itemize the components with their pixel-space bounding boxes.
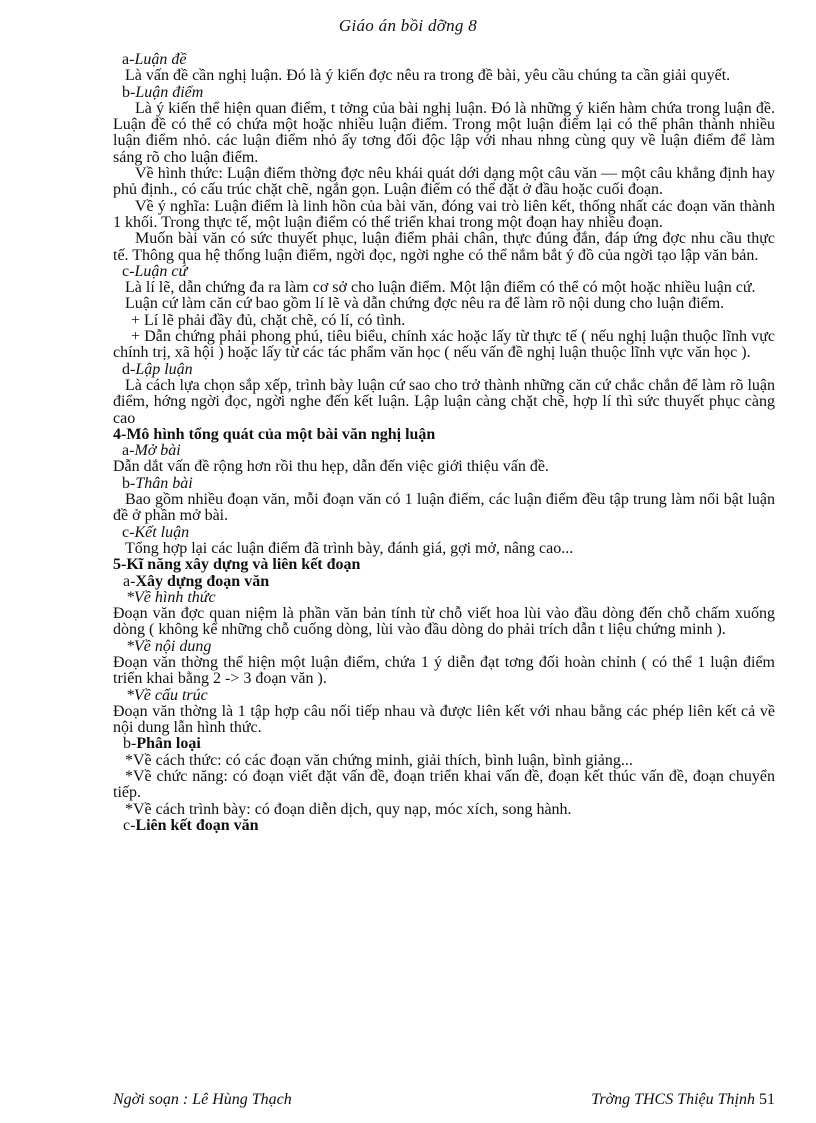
paragraph: Bao gồm nhiều đoạn văn, mỗi đoạn văn có 1 luận điểm, các luận điểm đều tập trung làm nổi bật luận đề ở phần mở bài. [113, 491, 775, 525]
paragraph: Dẫn dắt vấn đề rộng hơn rồi thu hẹp, dẫn đến việc giới thiệu vấn đề. [113, 458, 549, 476]
subheading-than-bai: b-Thân bài [122, 474, 193, 492]
paragraph: *Về cách thức: có các đoạn văn chứng minh, giải thích, bình luận, bình giảng... [125, 751, 633, 769]
page-header: Giáo án bồi dỡng 8 [338, 16, 478, 35]
subheading-ket-luan: c-Kết luận [122, 523, 190, 541]
subheading-mo-bai: a-Mở bài [122, 442, 181, 460]
page-number: 51 [759, 1091, 775, 1108]
bullet-item: + Dẫn chứng phải phong phú, tiêu biểu, chính xác hoặc lấy từ thực tế ( nếu nghị luận thuộc lĩnh vực chính trị, xã hội ) hoặc lấy từ các tác phẩm văn học ( nếu vấn đề nghị luận thuộc lĩnh vực văn học ). [113, 328, 775, 362]
footer-right [591, 1092, 775, 1108]
document-body [113, 52, 775, 834]
paragraph: *Về cách trình bày: có đoạn diễn dịch, quy nạp, móc xích, song hành. [125, 800, 572, 818]
subheading-lap-luan: d-Lập luận [122, 360, 193, 378]
paragraph: *Về chức năng: có đoạn viết đặt vấn đề, đoạn triển khai vấn đề, đoạn kết thúc vấn đề, đoạn chuyển tiếp. [113, 768, 775, 802]
subheading-luan-cu: c-Luận cứ [122, 262, 188, 280]
paragraph: Muốn bài văn có sức thuyết phục, luận điểm phải chân, thực đúng đắn, đáp ứng đợc nhu cầu thực tế. Thông qua hệ thống luận điểm, ngời đọc, ngời nghe có thể nắm bắt ý đồ của ngời tạo lập văn bản. [113, 230, 775, 264]
aspect-label: *Về hình thức [126, 588, 216, 606]
paragraph: Là lí lẽ, dẫn chứng đa ra làm cơ sở cho luận điểm. Một lận điểm có thể có một hoặc nhiều luận cứ. [125, 279, 756, 297]
subheading-phan-loai: b-Phân loại [123, 735, 201, 753]
paragraph: Đoạn văn đợc quan niệm là phần văn bản tính từ chỗ viết hoa lùi vào đầu dòng đến chỗ chấm xuống dòng ( không kể những chỗ cuống dòng, lùi vào đầu dòng do phải trích dẫn t liệu chứng minh ). [113, 605, 775, 639]
footer-school: Trờng THCS Thiệu Thịnh [591, 1091, 755, 1108]
section-heading: 4-Mô hình tổng quát của một bài văn nghị luận [113, 425, 436, 443]
paragraph: Là vấn đề cần nghị luận. Đó là ý kiến đợc nêu ra trong đề bài, yêu cầu chúng ta cần giải quyết. [125, 67, 731, 85]
subheading-xay-dung: a-Xây dựng đoạn văn [123, 572, 270, 590]
section-heading: 5-Kĩ năng xây dựng và liên kết đoạn [113, 556, 361, 574]
paragraph: Là ý kiến thể hiện quan điểm, t tởng của bài nghị luận. Đó là những ý kiến hàm chứa trong luận đề. Luận đề có thể có chứa một hoặc nhiều luận điểm. Trong một luận điểm lại có thể phân thành nhiều luận điểm nhỏ. các luận điểm nhỏ ấy tơng đối độc lập với nhau nhng cùng quy về luận điểm để làm sáng rõ cho luận điểm. [113, 99, 775, 166]
paragraph: Về hình thức: Luận điểm thờng đợc nêu khái quát dới dạng một câu văn — một câu khẳng định hay phủ định., có cấu trúc chặt chẽ, ngắn gọn. Luận điểm có thể đặt ở đầu hoặc cuối đoạn. [113, 165, 775, 199]
footer-author: Ngời soạn : Lê Hùng Thạch [113, 1091, 292, 1108]
subheading-luan-diem: b-Luận điểm [122, 83, 204, 101]
subheading-luan-de: a-Luận đề [122, 51, 187, 68]
paragraph: Về ý nghĩa: Luận điểm là linh hồn của bài văn, đóng vai trò liên kết, thống nhất các đoạn văn thành 1 khối. Trong thực tế, một luận điểm có thể triển khai trong một đoạn hay nhiều đoạn. [113, 197, 775, 231]
paragraph: Luận cứ làm căn cứ bao gồm lí lẽ và dẫn chứng đợc nêu ra để làm rõ nội dung cho luận điểm. [125, 295, 725, 313]
paragraph: Đoạn văn thờng thể hiện một luận điểm, chứa 1 ý diễn đạt tơng đối hoàn chỉnh ( có thể 1 luận điểm triển khai bằng 2 -> 3 đoạn văn ). [113, 653, 775, 688]
bullet-item: + Lí lẽ phải đầy đủ, chặt chẽ, có lí, có tình. [131, 311, 406, 329]
paragraph: Đoạn văn thờng là 1 tập hợp câu nối tiếp nhau và được liên kết với nhau bằng các phép liên kết cả về nội dung lẫn hình thức. [113, 702, 775, 737]
paragraph: Là cách lựa chọn sắp xếp, trình bày luận cứ sao cho trở thành những căn cứ chắc chắn để làm rõ luận điểm, hớng ngời đọc, ngời nghe đến kết luận. Lập luận càng chặt chẽ, hợp lí thì sức thuyết phục càng cao [113, 376, 775, 427]
aspect-label: *Về nội dung [126, 637, 212, 655]
paragraph: Tổng hợp lại các luận điểm đã trình bày, đánh giá, gợi mở, nâng cao... [125, 539, 574, 557]
subheading-lien-ket: c-Liên kết đoạn văn [123, 816, 259, 834]
page-footer [113, 1092, 775, 1108]
aspect-label: *Về cấu trúc [126, 686, 208, 704]
